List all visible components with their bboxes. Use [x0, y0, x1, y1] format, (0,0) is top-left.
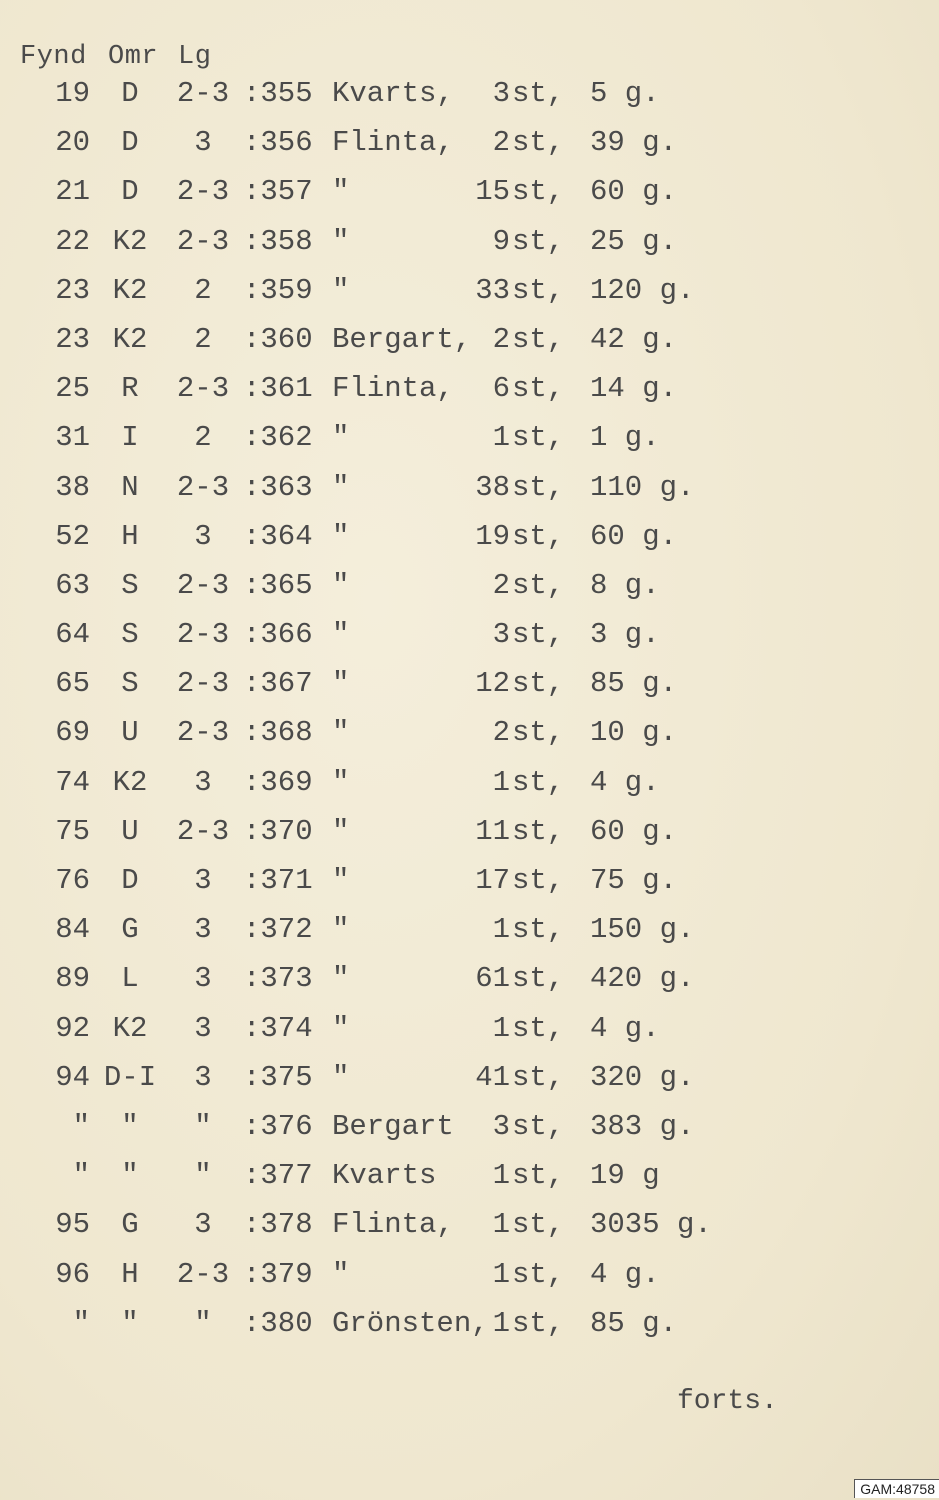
area-code: " — [121, 1159, 139, 1193]
find-number: 94 — [55, 1060, 90, 1094]
piece-count: 1 — [492, 1306, 510, 1340]
material: " — [332, 814, 350, 848]
material: " — [332, 864, 350, 897]
piece-count: 33 — [475, 273, 510, 307]
find-row — [0, 320, 939, 369]
weight: 85 g. — [590, 667, 678, 701]
area-code: K2 — [112, 224, 148, 258]
material: " — [332, 273, 350, 307]
unit-st: st, — [512, 765, 565, 799]
unit-st: st, — [512, 1306, 565, 1340]
layer: 2-3 — [176, 618, 230, 652]
unit-st: st, — [512, 1109, 565, 1143]
find-row — [0, 910, 939, 959]
find-row — [0, 271, 939, 320]
area-code: H — [121, 1257, 139, 1291]
find-number: 25 — [55, 372, 90, 406]
unit-st: st, — [512, 962, 565, 996]
weight: 320 g. — [590, 1060, 695, 1094]
piece-count: 3 — [492, 618, 510, 652]
find-number: 92 — [55, 1011, 90, 1045]
catalog-number: :359 — [243, 273, 313, 307]
find-row — [0, 172, 939, 221]
layer: " — [194, 1109, 212, 1143]
area-code: D — [121, 77, 139, 110]
unit-st: st, — [512, 913, 565, 947]
find-row — [0, 74, 939, 123]
layer: 2-3 — [176, 568, 230, 602]
material: Kvarts, — [332, 77, 454, 110]
material: " — [332, 716, 350, 750]
unit-st: st, — [512, 814, 565, 848]
find-number: 89 — [55, 962, 90, 996]
catalog-number: :378 — [243, 1208, 313, 1242]
material: Flinta, — [332, 126, 454, 160]
catalog-number: :358 — [243, 224, 313, 258]
material: " — [332, 1060, 350, 1094]
layer: 3 — [194, 962, 212, 996]
catalog-number: :374 — [243, 1011, 313, 1045]
material: Flinta, — [332, 1208, 454, 1242]
catalog-number: :355 — [243, 77, 313, 110]
find-row — [0, 1304, 939, 1353]
weight: 110 g. — [590, 470, 695, 504]
weight: 3 g. — [590, 618, 660, 652]
area-code: G — [121, 913, 139, 947]
material: " — [332, 1011, 350, 1045]
find-row — [0, 222, 939, 271]
piece-count: 6 — [492, 372, 510, 406]
material: " — [332, 470, 350, 504]
area-code: L — [121, 962, 139, 996]
catalog-number: :362 — [243, 421, 313, 455]
find-row — [0, 1255, 939, 1304]
weight: 19 g — [590, 1159, 660, 1193]
area-code: D-I — [103, 1060, 157, 1094]
find-number: " — [72, 1159, 90, 1193]
piece-count: 1 — [492, 1257, 510, 1291]
unit-st: st, — [512, 1011, 565, 1045]
find-row — [0, 369, 939, 418]
area-code: R — [121, 372, 139, 406]
layer: 2 — [194, 421, 212, 455]
layer: 3 — [194, 519, 212, 553]
area-code: K2 — [112, 273, 148, 307]
find-row — [0, 861, 939, 910]
catalog-number: :361 — [243, 372, 313, 406]
unit-st: st, — [512, 864, 565, 897]
weight: 39 g. — [590, 126, 678, 160]
find-row — [0, 468, 939, 517]
unit-st: st, — [512, 77, 565, 110]
unit-st: st, — [512, 1257, 565, 1291]
material: " — [332, 568, 350, 602]
unit-st: st, — [512, 421, 565, 455]
find-number: 23 — [55, 273, 90, 307]
find-row — [0, 418, 939, 467]
catalog-number: :357 — [243, 175, 313, 209]
weight: 14 g. — [590, 372, 678, 406]
catalog-number: :369 — [243, 765, 313, 799]
layer: 3 — [194, 1208, 212, 1242]
find-row — [0, 1058, 939, 1107]
piece-count: 19 — [475, 519, 510, 553]
piece-count: 2 — [492, 568, 510, 602]
piece-count: 1 — [492, 1011, 510, 1045]
catalog-number: :380 — [243, 1306, 313, 1340]
find-row — [0, 517, 939, 566]
layer: 3 — [194, 1060, 212, 1094]
area-code: U — [121, 814, 139, 848]
find-number: 20 — [55, 126, 90, 160]
catalog-number: :373 — [243, 962, 313, 996]
find-row — [0, 1009, 939, 1058]
piece-count: 12 — [475, 667, 510, 701]
piece-count: 1 — [492, 1159, 510, 1193]
weight: 25 g. — [590, 224, 678, 258]
piece-count: 3 — [492, 1109, 510, 1143]
piece-count: 38 — [475, 470, 510, 504]
weight: 120 g. — [590, 273, 695, 307]
material: Flinta, — [332, 372, 454, 406]
material: " — [332, 667, 350, 701]
area-code: D — [121, 175, 139, 209]
layer: 2-3 — [176, 1257, 230, 1291]
area-code: D — [121, 864, 139, 897]
catalog-number: :370 — [243, 814, 313, 848]
piece-count: 1 — [492, 765, 510, 799]
material: Bergart — [332, 1109, 454, 1143]
unit-st: st, — [512, 224, 565, 258]
unit-st: st, — [512, 716, 565, 750]
weight: 420 g. — [590, 962, 695, 996]
unit-st: st, — [512, 322, 565, 356]
find-row — [0, 959, 939, 1008]
catalog-number: :372 — [243, 913, 313, 947]
piece-count: 1 — [492, 421, 510, 455]
header-fynd: Fynd — [20, 42, 87, 72]
weight: 1 g. — [590, 421, 660, 455]
layer: 2-3 — [176, 77, 230, 110]
find-row — [0, 1156, 939, 1205]
material: " — [332, 913, 350, 947]
find-number: 95 — [55, 1208, 90, 1242]
weight: 5 g. — [590, 77, 660, 110]
area-code: S — [121, 568, 139, 602]
layer: 2-3 — [176, 814, 230, 848]
weight: 8 g. — [590, 568, 660, 602]
piece-count: 2 — [492, 716, 510, 750]
layer: " — [194, 1306, 212, 1340]
catalog-number: :356 — [243, 126, 313, 160]
piece-count: 61 — [475, 962, 510, 996]
layer: 3 — [194, 1011, 212, 1045]
area-code: U — [121, 716, 139, 750]
catalog-id-stamp: GAM:48758 — [854, 1479, 939, 1498]
area-code: N — [121, 470, 139, 504]
find-number: 75 — [55, 814, 90, 848]
find-row — [0, 1205, 939, 1254]
catalog-number: :366 — [243, 618, 313, 652]
piece-count: 1 — [492, 913, 510, 947]
area-code: " — [121, 1109, 139, 1143]
layer: 2-3 — [176, 667, 230, 701]
material: Kvarts — [332, 1159, 437, 1193]
continued-note: forts. — [677, 1386, 778, 1417]
catalog-number: :371 — [243, 864, 313, 897]
weight: 383 g. — [590, 1109, 695, 1143]
find-number: 22 — [55, 224, 90, 258]
header-omr: Omr — [108, 42, 159, 72]
area-code: " — [121, 1306, 139, 1340]
weight: 4 g. — [590, 1011, 660, 1045]
piece-count: 3 — [492, 77, 510, 110]
find-number: 63 — [55, 568, 90, 602]
layer: 2 — [194, 273, 212, 307]
unit-st: st, — [512, 519, 565, 553]
find-number: 84 — [55, 913, 90, 947]
area-code: I — [121, 421, 139, 455]
find-row — [0, 664, 939, 713]
unit-st: st, — [512, 470, 565, 504]
layer: 3 — [194, 913, 212, 947]
find-number: 69 — [55, 716, 90, 750]
material: " — [332, 765, 350, 799]
find-number: " — [72, 1109, 90, 1143]
material: " — [332, 175, 350, 209]
unit-st: st, — [512, 1060, 565, 1094]
weight: 4 g. — [590, 765, 660, 799]
material: Bergart, — [332, 322, 472, 356]
find-number: 21 — [55, 175, 90, 209]
weight: 60 g. — [590, 519, 678, 553]
catalog-number: :364 — [243, 519, 313, 553]
find-number: 31 — [55, 421, 90, 455]
unit-st: st, — [512, 175, 565, 209]
find-number: 96 — [55, 1257, 90, 1291]
material: " — [332, 421, 350, 455]
layer: 3 — [194, 126, 212, 160]
piece-count: 2 — [492, 322, 510, 356]
piece-count: 17 — [475, 864, 510, 897]
material: " — [332, 618, 350, 652]
weight: 3035 g. — [590, 1208, 712, 1242]
layer: 2-3 — [176, 470, 230, 504]
find-list — [0, 74, 939, 1353]
find-number: 19 — [55, 77, 90, 110]
catalog-number: :375 — [243, 1060, 313, 1094]
layer: 2-3 — [176, 224, 230, 258]
area-code: H — [121, 519, 139, 553]
weight: 10 g. — [590, 716, 678, 750]
layer: 3 — [194, 864, 212, 897]
catalog-number: :365 — [243, 568, 313, 602]
catalog-number: :367 — [243, 667, 313, 701]
piece-count: 15 — [475, 175, 510, 209]
piece-count: 9 — [492, 224, 510, 258]
unit-st: st, — [512, 667, 565, 701]
unit-st: st, — [512, 273, 565, 307]
find-row — [0, 713, 939, 762]
piece-count: 1 — [492, 1208, 510, 1242]
find-number: 65 — [55, 667, 90, 701]
unit-st: st, — [512, 126, 565, 160]
catalog-number: :377 — [243, 1159, 313, 1193]
layer: 2 — [194, 322, 212, 356]
catalog-number: :360 — [243, 322, 313, 356]
unit-st: st, — [512, 1208, 565, 1242]
find-number: 74 — [55, 765, 90, 799]
weight: 150 g. — [590, 913, 695, 947]
catalog-number: :379 — [243, 1257, 313, 1291]
catalog-number: :363 — [243, 470, 313, 504]
area-code: S — [121, 618, 139, 652]
material: " — [332, 962, 350, 996]
weight: 60 g. — [590, 814, 678, 848]
find-row — [0, 1107, 939, 1156]
material: " — [332, 519, 350, 553]
area-code: K2 — [112, 765, 148, 799]
material: Grönsten, — [332, 1306, 489, 1340]
header-lg: Lg — [178, 42, 212, 72]
unit-st: st, — [512, 372, 565, 406]
find-row — [0, 123, 939, 172]
find-number: " — [72, 1306, 90, 1340]
piece-count: 41 — [475, 1060, 510, 1094]
weight: 60 g. — [590, 175, 678, 209]
area-code: K2 — [112, 322, 148, 356]
find-row — [0, 615, 939, 664]
weight: 4 g. — [590, 1257, 660, 1291]
layer: 2-3 — [176, 716, 230, 750]
material: " — [332, 224, 350, 258]
weight: 85 g. — [590, 1306, 678, 1340]
layer: 3 — [194, 765, 212, 799]
catalog-number: :368 — [243, 716, 313, 750]
unit-st: st, — [512, 618, 565, 652]
layer: " — [194, 1159, 212, 1193]
unit-st: st, — [512, 1159, 565, 1193]
find-number: 23 — [55, 322, 90, 356]
piece-count: 2 — [492, 126, 510, 160]
find-number: 38 — [55, 470, 90, 504]
area-code: G — [121, 1208, 139, 1242]
weight: 75 g. — [590, 864, 678, 897]
find-row — [0, 812, 939, 861]
area-code: S — [121, 667, 139, 701]
weight: 42 g. — [590, 322, 678, 356]
find-number: 52 — [55, 519, 90, 553]
find-number: 64 — [55, 618, 90, 652]
layer: 2-3 — [176, 175, 230, 209]
layer: 2-3 — [176, 372, 230, 406]
find-row — [0, 763, 939, 812]
material: " — [332, 1257, 350, 1291]
unit-st: st, — [512, 568, 565, 602]
area-code: D — [121, 126, 139, 160]
area-code: K2 — [112, 1011, 148, 1045]
piece-count: 11 — [475, 814, 510, 848]
column-headers — [20, 42, 238, 72]
catalog-number: :376 — [243, 1109, 313, 1143]
find-number: 76 — [55, 864, 90, 897]
find-row — [0, 566, 939, 615]
